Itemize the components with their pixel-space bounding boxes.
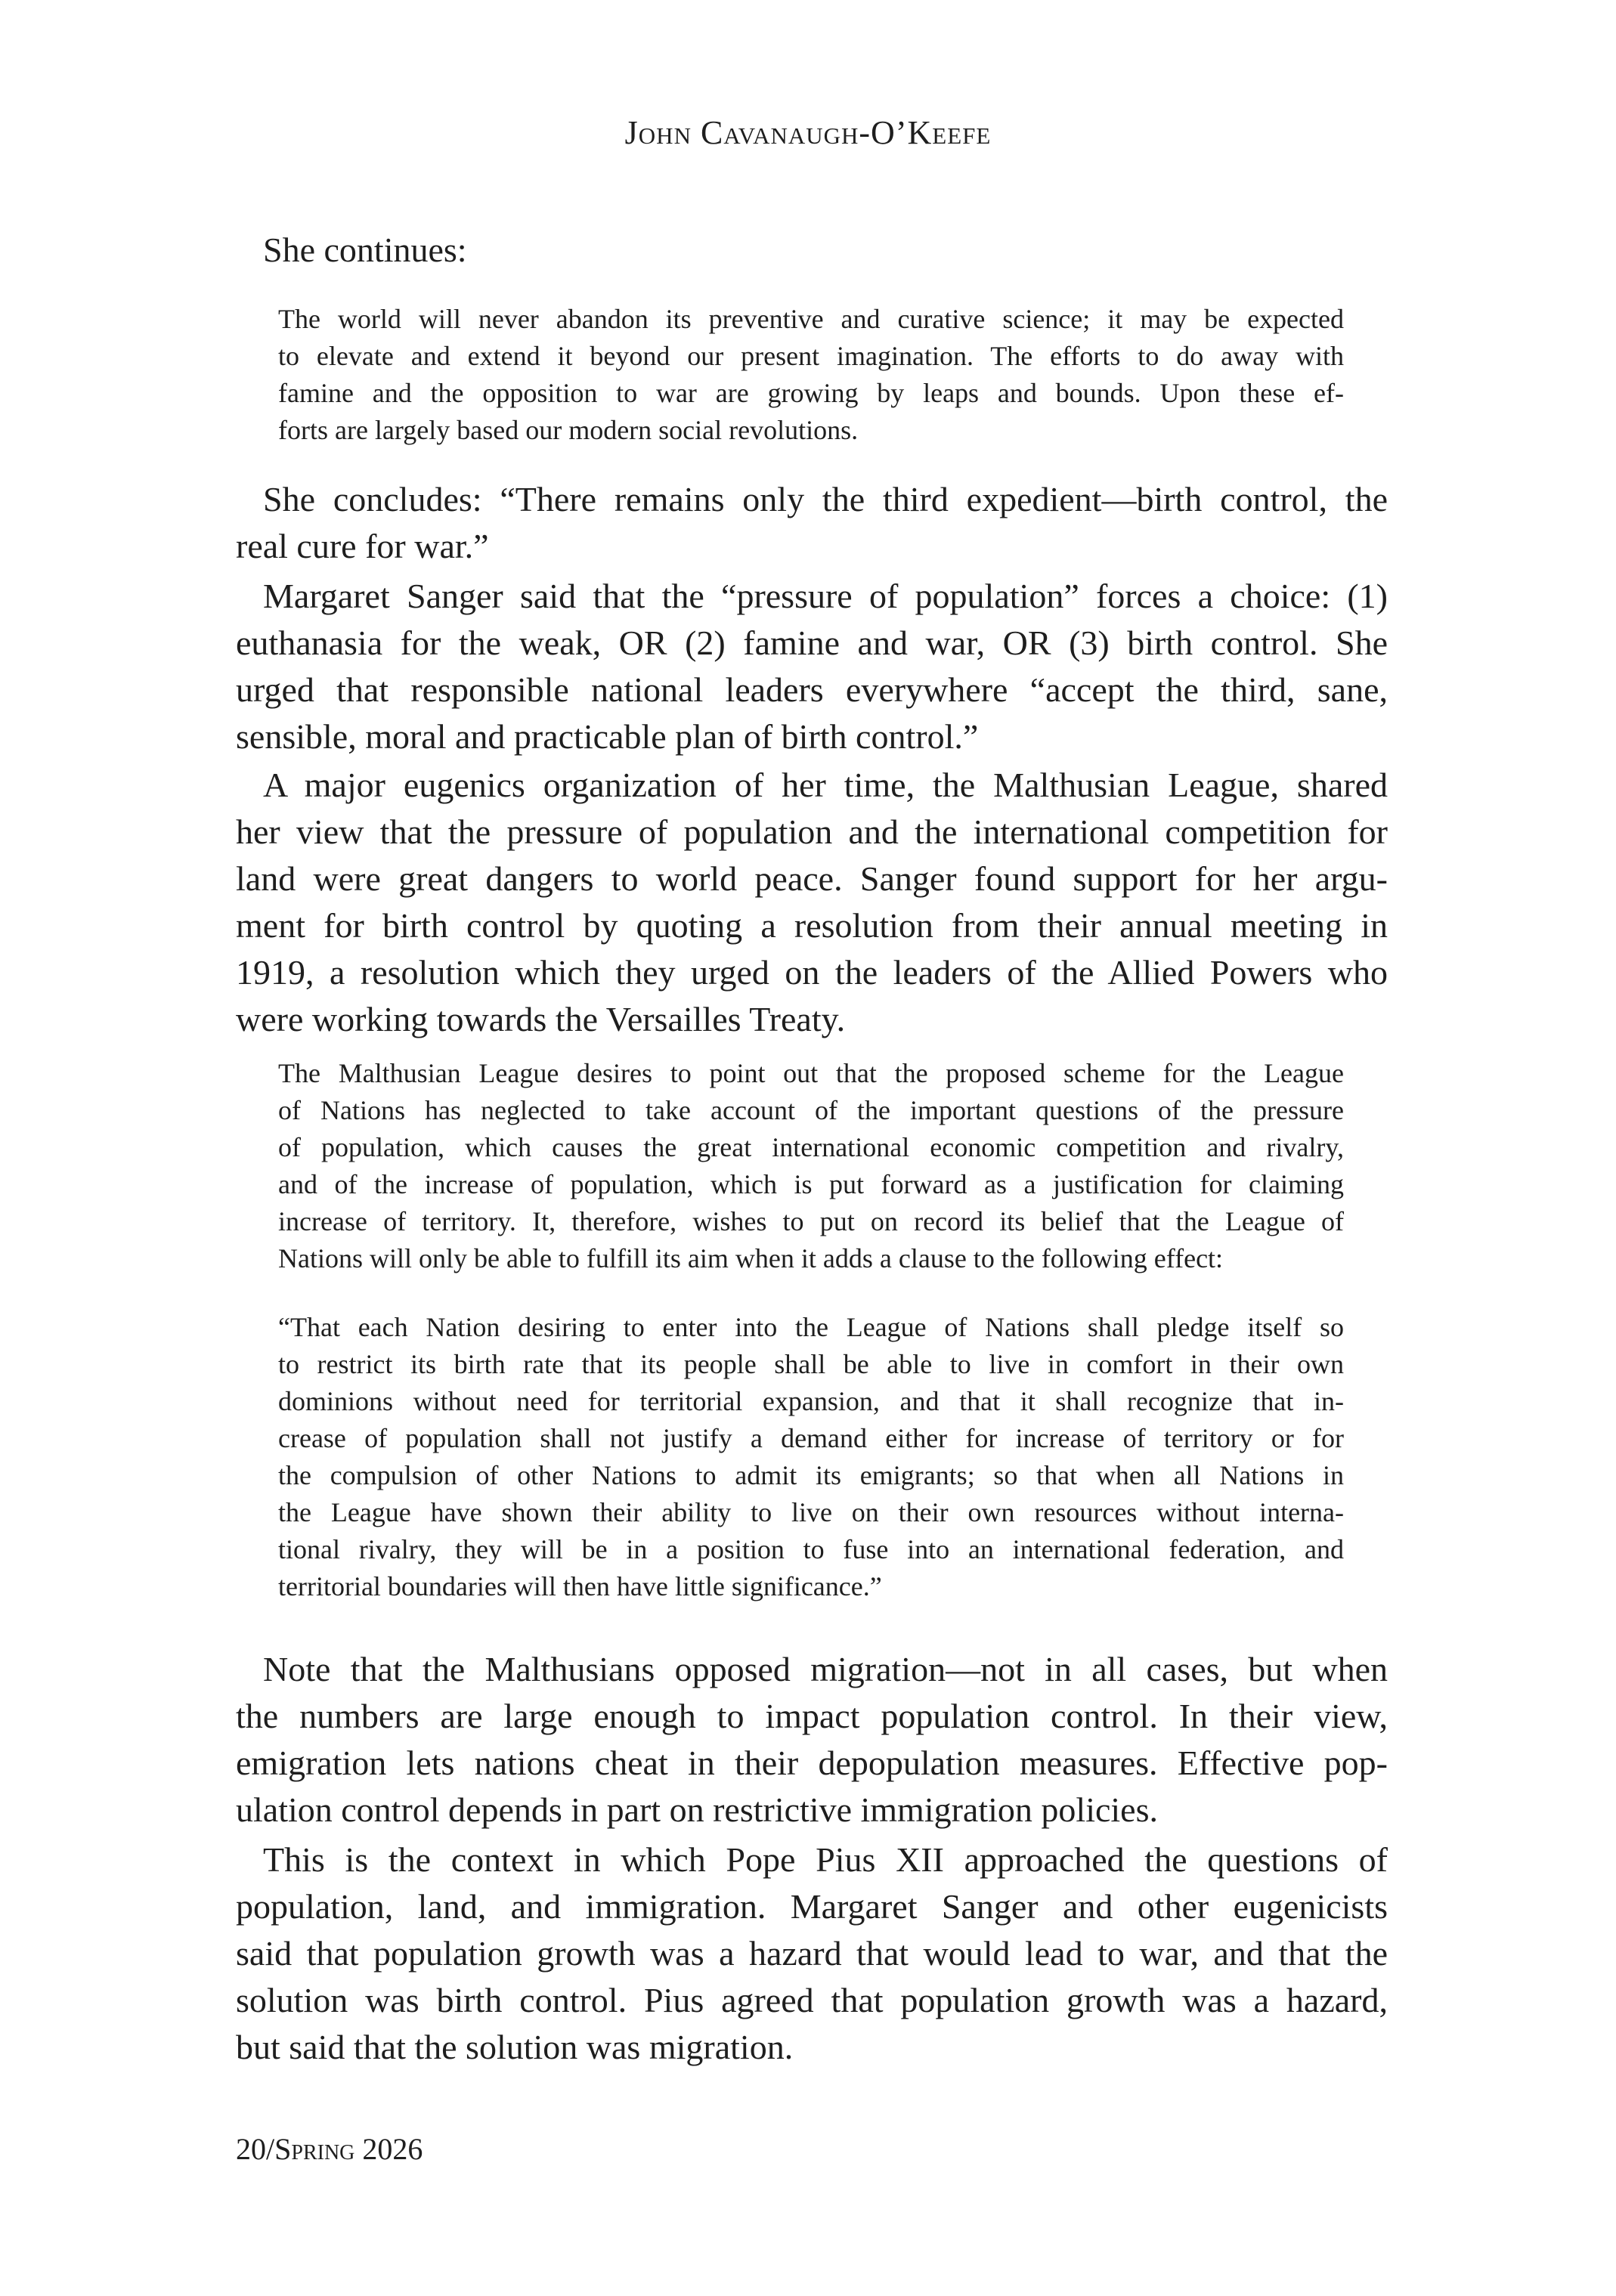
- quote-line: and of the increase of population, which is put forward as a justification for claiming: [278, 1169, 1344, 1199]
- paragraph-4: [236, 1646, 1388, 1833]
- paragraph-2: [236, 573, 1388, 760]
- text-line: but said that the solution was migration.: [236, 2028, 794, 2066]
- text-line: sensible, moral and practicable plan of birth control.”: [236, 717, 979, 756]
- text-line: euthanasia for the weak, OR (2) famine and war, OR (3) birth control. She: [236, 624, 1388, 662]
- quote-line: of Nations has neglected to take account of the important questions of the pressure: [278, 1095, 1344, 1125]
- block-quote-3: [278, 1309, 1344, 1605]
- paragraph-5: [236, 1836, 1388, 2071]
- running-head: John Cavanaugh-O’Keefe: [624, 114, 992, 151]
- page-number: 20/: [236, 2132, 275, 2166]
- text-line: emigration lets nations cheat in their depopulation measures. Effective pop-: [236, 1744, 1388, 1782]
- block-quote-2: [278, 1055, 1344, 1277]
- page-footer: [236, 2131, 423, 2167]
- paragraph-1: [236, 476, 1388, 570]
- quote-line: increase of territory. It, therefore, wishes to put on record its belief that the League of: [278, 1206, 1344, 1236]
- text-line: She concludes: “There remains only the third expedient—birth control, the: [263, 480, 1388, 518]
- quote-line: dominions without need for territorial expansion, and that it shall recognize that in-: [278, 1386, 1344, 1416]
- intro-paragraph: She continues:: [263, 231, 467, 269]
- text-line: Note that the Malthusians opposed migration—not in all cases, but when: [263, 1650, 1388, 1688]
- quote-line: territorial boundaries will then have little significance.”: [278, 1571, 882, 1601]
- text-line: solution was birth control. Pius agreed that population growth was a hazard,: [236, 1981, 1388, 2019]
- text-line: her view that the pressure of population and the international competition for: [236, 812, 1388, 851]
- quote-line: the League have shown their ability to live on their own resources without interna-: [278, 1497, 1344, 1527]
- text-line: were working towards the Versailles Treaty.: [236, 1000, 846, 1038]
- quote-line: tional rivalry, they will be in a position to fuse into an international federation, and: [278, 1534, 1344, 1564]
- text-line: population, land, and immigration. Margaret Sanger and other eugenicists: [236, 1887, 1388, 1926]
- text-line: A major eugenics organization of her time, the Malthusian League, shared: [263, 766, 1388, 804]
- text-line: land were great dangers to world peace. Sanger found support for her argu-: [236, 859, 1388, 898]
- quote-line: famine and the opposition to war are growing by leaps and bounds. Upon these ef-: [278, 378, 1344, 408]
- quote-line: crease of population shall not justify a demand either for increase of territory or for: [278, 1423, 1344, 1453]
- text-line: urged that responsible national leaders everywhere “accept the third, sane,: [236, 670, 1388, 709]
- text-line: This is the context in which Pope Pius XII approached the questions of: [263, 1840, 1388, 1879]
- quote-line: Nations will only be able to fulfill its aim when it adds a clause to the following effect:: [278, 1243, 1224, 1273]
- quote-line: The Malthusian League desires to point out that the proposed scheme for the League: [278, 1058, 1344, 1088]
- quote-line: forts are largely based our modern social revolutions.: [278, 415, 859, 445]
- text-line: real cure for war.”: [236, 527, 489, 565]
- quote-line: the compulsion of other Nations to admit its emigrants; so that when all Nations in: [278, 1460, 1344, 1490]
- text-line: Margaret Sanger said that the “pressure of population” forces a choice: (1): [263, 577, 1388, 615]
- text-line: said that population growth was a hazard that would lead to war, and that the: [236, 1934, 1388, 1973]
- text-line: 1919, a resolution which they urged on the leaders of the Allied Powers who: [236, 953, 1388, 992]
- quote-line: to elevate and extend it beyond our present imagination. The efforts to do away with: [278, 341, 1344, 371]
- paragraph-3: [236, 762, 1388, 1043]
- block-quote-1: [278, 301, 1344, 449]
- quote-line: of population, which causes the great international economic competition and rivalry,: [278, 1132, 1344, 1162]
- text-line: ment for birth control by quoting a resolution from their annual meeting in: [236, 906, 1388, 945]
- quote-line: “That each Nation desiring to enter into the League of Nations shall pledge itself so: [278, 1312, 1344, 1342]
- text-line: ulation control depends in part on restrictive immigration policies.: [236, 1790, 1158, 1829]
- text-line: the numbers are large enough to impact population control. In their view,: [236, 1697, 1388, 1735]
- issue-label: Spring 2026: [274, 2132, 423, 2166]
- quote-line: The world will never abandon its preventive and curative science; it may be expected: [278, 304, 1344, 334]
- quote-line: to restrict its birth rate that its people shall be able to live in comfort in their own: [278, 1349, 1344, 1379]
